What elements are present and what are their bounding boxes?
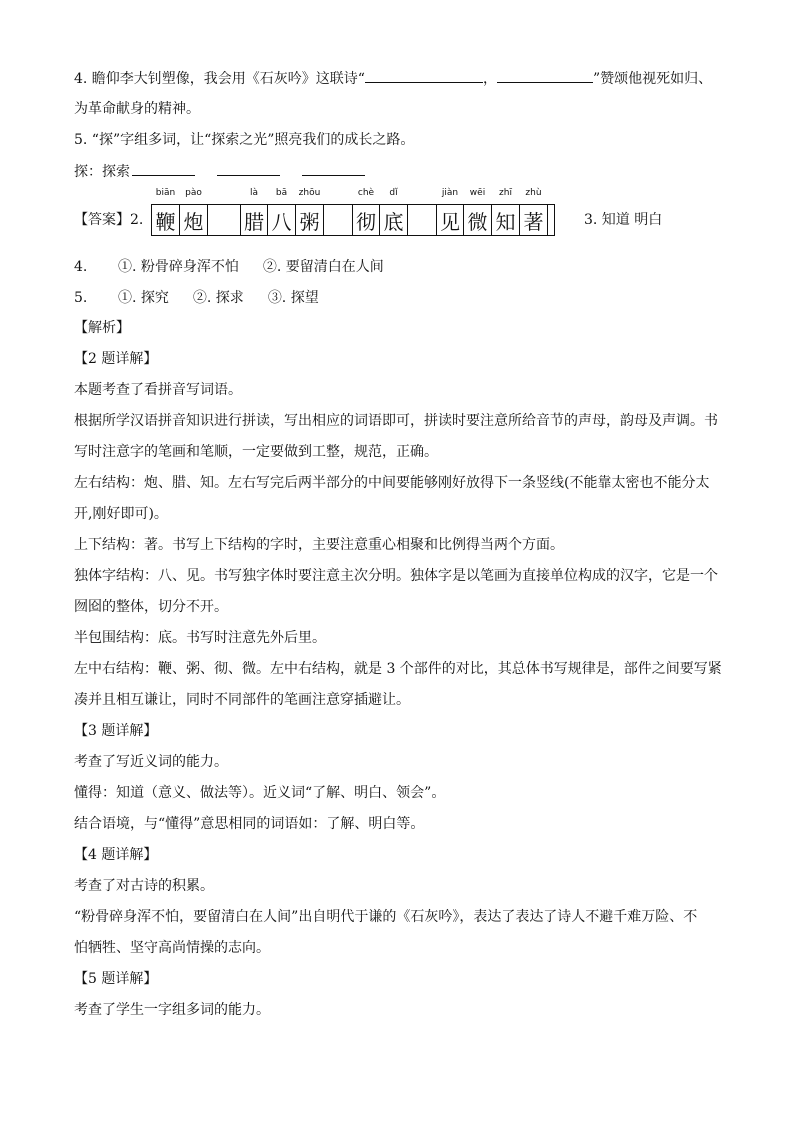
hanzi: 八 <box>271 209 292 234</box>
analysis-text: 懂得：知道（意义、做法等）。近义词“了解、明白、领会”。 <box>74 785 446 801</box>
pinyin-label: biān <box>155 188 176 198</box>
answer-blank-2[interactable] <box>497 68 593 83</box>
answer-q5 <box>74 288 343 308</box>
analysis-text: 根据所学汉语拼音知识进行拼读，写出相应的词语即可，拼读时要注意所给音节的声母，韵母及声调。书 <box>74 413 718 429</box>
pinyin-label: chè <box>357 188 375 198</box>
answer-option: ①. 探究 <box>118 290 169 306</box>
grid-cell <box>492 188 520 235</box>
question-4-text-end: ”赞颂他视死如归、 <box>592 71 713 87</box>
grid-cell <box>268 188 296 235</box>
word-group-3 <box>352 188 408 235</box>
analysis-text: 囫囵的整体，切分不开。 <box>74 599 228 615</box>
question-5-line-1: 5. “探”字组多词，让“探索之光”照亮我们的成长之路。 <box>74 132 415 148</box>
analysis-text: 结合语境，与“懂得”意思相同的词语如：了解、明白等。 <box>74 816 425 832</box>
question-4-line-1 <box>74 68 712 89</box>
section-heading: 【2 题详解】 <box>74 351 158 367</box>
pinyin-label: zhī <box>499 188 512 198</box>
grid-cell <box>520 188 548 235</box>
grid-cell <box>352 188 380 235</box>
hanzi: 粥 <box>299 209 320 234</box>
comma: ， <box>482 71 497 87</box>
analysis-text: 开,刚好即可)。 <box>74 506 168 522</box>
grid-cell <box>296 188 324 235</box>
analysis-text: 考查了学生一字组多词的能力。 <box>74 1002 270 1018</box>
answer-blank-1[interactable] <box>365 68 483 83</box>
pinyin-label: pào <box>185 188 202 198</box>
pinyin-label: zhōu <box>298 188 321 198</box>
section-heading: 【5 题详解】 <box>74 971 158 987</box>
grid-cell <box>380 188 408 235</box>
answer-q3: 3. 知道 明白 <box>584 212 663 228</box>
answer-option: ②. 探求 <box>192 290 244 306</box>
hanzi: 底 <box>383 209 404 234</box>
analysis-text: 半包围结构：底。书写时注意先外后里。 <box>74 630 326 646</box>
analysis-text: 左中右结构：鞭、粥、彻、微。左中右结构，就是 3 个部件的对比，其总体书写规律是，部件之间要写紧 <box>74 661 722 677</box>
grid-cell <box>180 188 208 235</box>
answer-blank-3[interactable] <box>132 161 195 176</box>
analysis-text: 本题考查了看拼音写词语。 <box>74 382 242 398</box>
word-group-1 <box>152 188 208 235</box>
analysis-text: 考查了写近义词的能力。 <box>74 754 228 770</box>
analysis-text: 考查了对古诗的积累。 <box>74 878 214 894</box>
grid-cell <box>464 188 492 235</box>
answer-number: 4. <box>74 259 88 275</box>
analysis-heading: 【解析】 <box>74 320 130 336</box>
analysis-text: 怕牺牲、坚守高尚情操的志向。 <box>74 940 270 956</box>
answer-q4 <box>74 257 408 277</box>
section-heading: 【4 题详解】 <box>74 847 158 863</box>
question-5-prefix: 探：探索 <box>74 164 130 180</box>
question-5-line-2 <box>74 161 365 182</box>
answer-option: ③. 探望 <box>267 290 319 306</box>
grid-cell <box>240 188 268 235</box>
word-group-4 <box>436 188 548 235</box>
pinyin-label: dǐ <box>389 188 398 198</box>
pinyin-label: là <box>249 188 258 198</box>
answer-option: ②. 要留清白在人间 <box>262 259 384 275</box>
hanzi: 腊 <box>244 209 264 234</box>
answer-blank-4[interactable] <box>217 161 280 176</box>
pinyin-label: wēi <box>469 188 486 198</box>
answer-blank-5[interactable] <box>302 161 365 176</box>
hanzi: 鞭 <box>155 209 176 234</box>
analysis-text: “粉骨碎身浑不怕，要留清白在人间”出自明代于谦的《石灰吟》，表达了表达了诗人不避千难万险、不 <box>74 909 698 925</box>
hanzi: 著 <box>523 209 544 234</box>
analysis-text: 上下结构：著。书写上下结构的字时，主要注意重心相聚和比例得当两个方面。 <box>74 537 564 553</box>
pinyin-label: zhù <box>525 188 542 198</box>
section-heading: 【3 题详解】 <box>74 723 158 739</box>
hanzi: 知 <box>495 209 516 234</box>
grid-cell <box>152 188 180 235</box>
pinyin-label: jiàn <box>441 188 459 198</box>
hanzi: 炮 <box>183 209 204 234</box>
answer-number: 5. <box>74 290 88 306</box>
analysis-text: 独体字结构：八、见。书写独字体时要注意主次分明。独体字是以笔画为直接单位构成的汉字，它是一个 <box>74 568 718 584</box>
word-group-2 <box>240 188 324 235</box>
hanzi: 微 <box>467 209 488 234</box>
grid-cell <box>436 188 464 235</box>
answer-label: 【答案】2. <box>74 212 144 228</box>
analysis-text: 写时注意字的笔画和笔顺，一定要做到工整，规范，正确。 <box>74 444 438 460</box>
question-4-line-2: 为革命献身的精神。 <box>74 101 200 117</box>
answer-option: ①. 粉骨碎身浑不怕 <box>118 259 239 275</box>
pinyin-grid <box>151 188 555 236</box>
pinyin-label: bā <box>275 188 288 198</box>
analysis-text: 凑并且相互谦让，同时不同部件的笔画注意穿插避让。 <box>74 692 410 708</box>
hanzi: 见 <box>440 209 460 234</box>
question-4-text-start: 4. 瞻仰李大钊塑像，我会用《石灰吟》这联诗“ <box>74 71 365 87</box>
analysis-text: 左右结构：炮、腊、知。左右写完后两半部分的中间要能够刚好放得下一条竖线(不能靠太密也不能分太 <box>74 475 710 491</box>
hanzi: 彻 <box>356 209 376 234</box>
